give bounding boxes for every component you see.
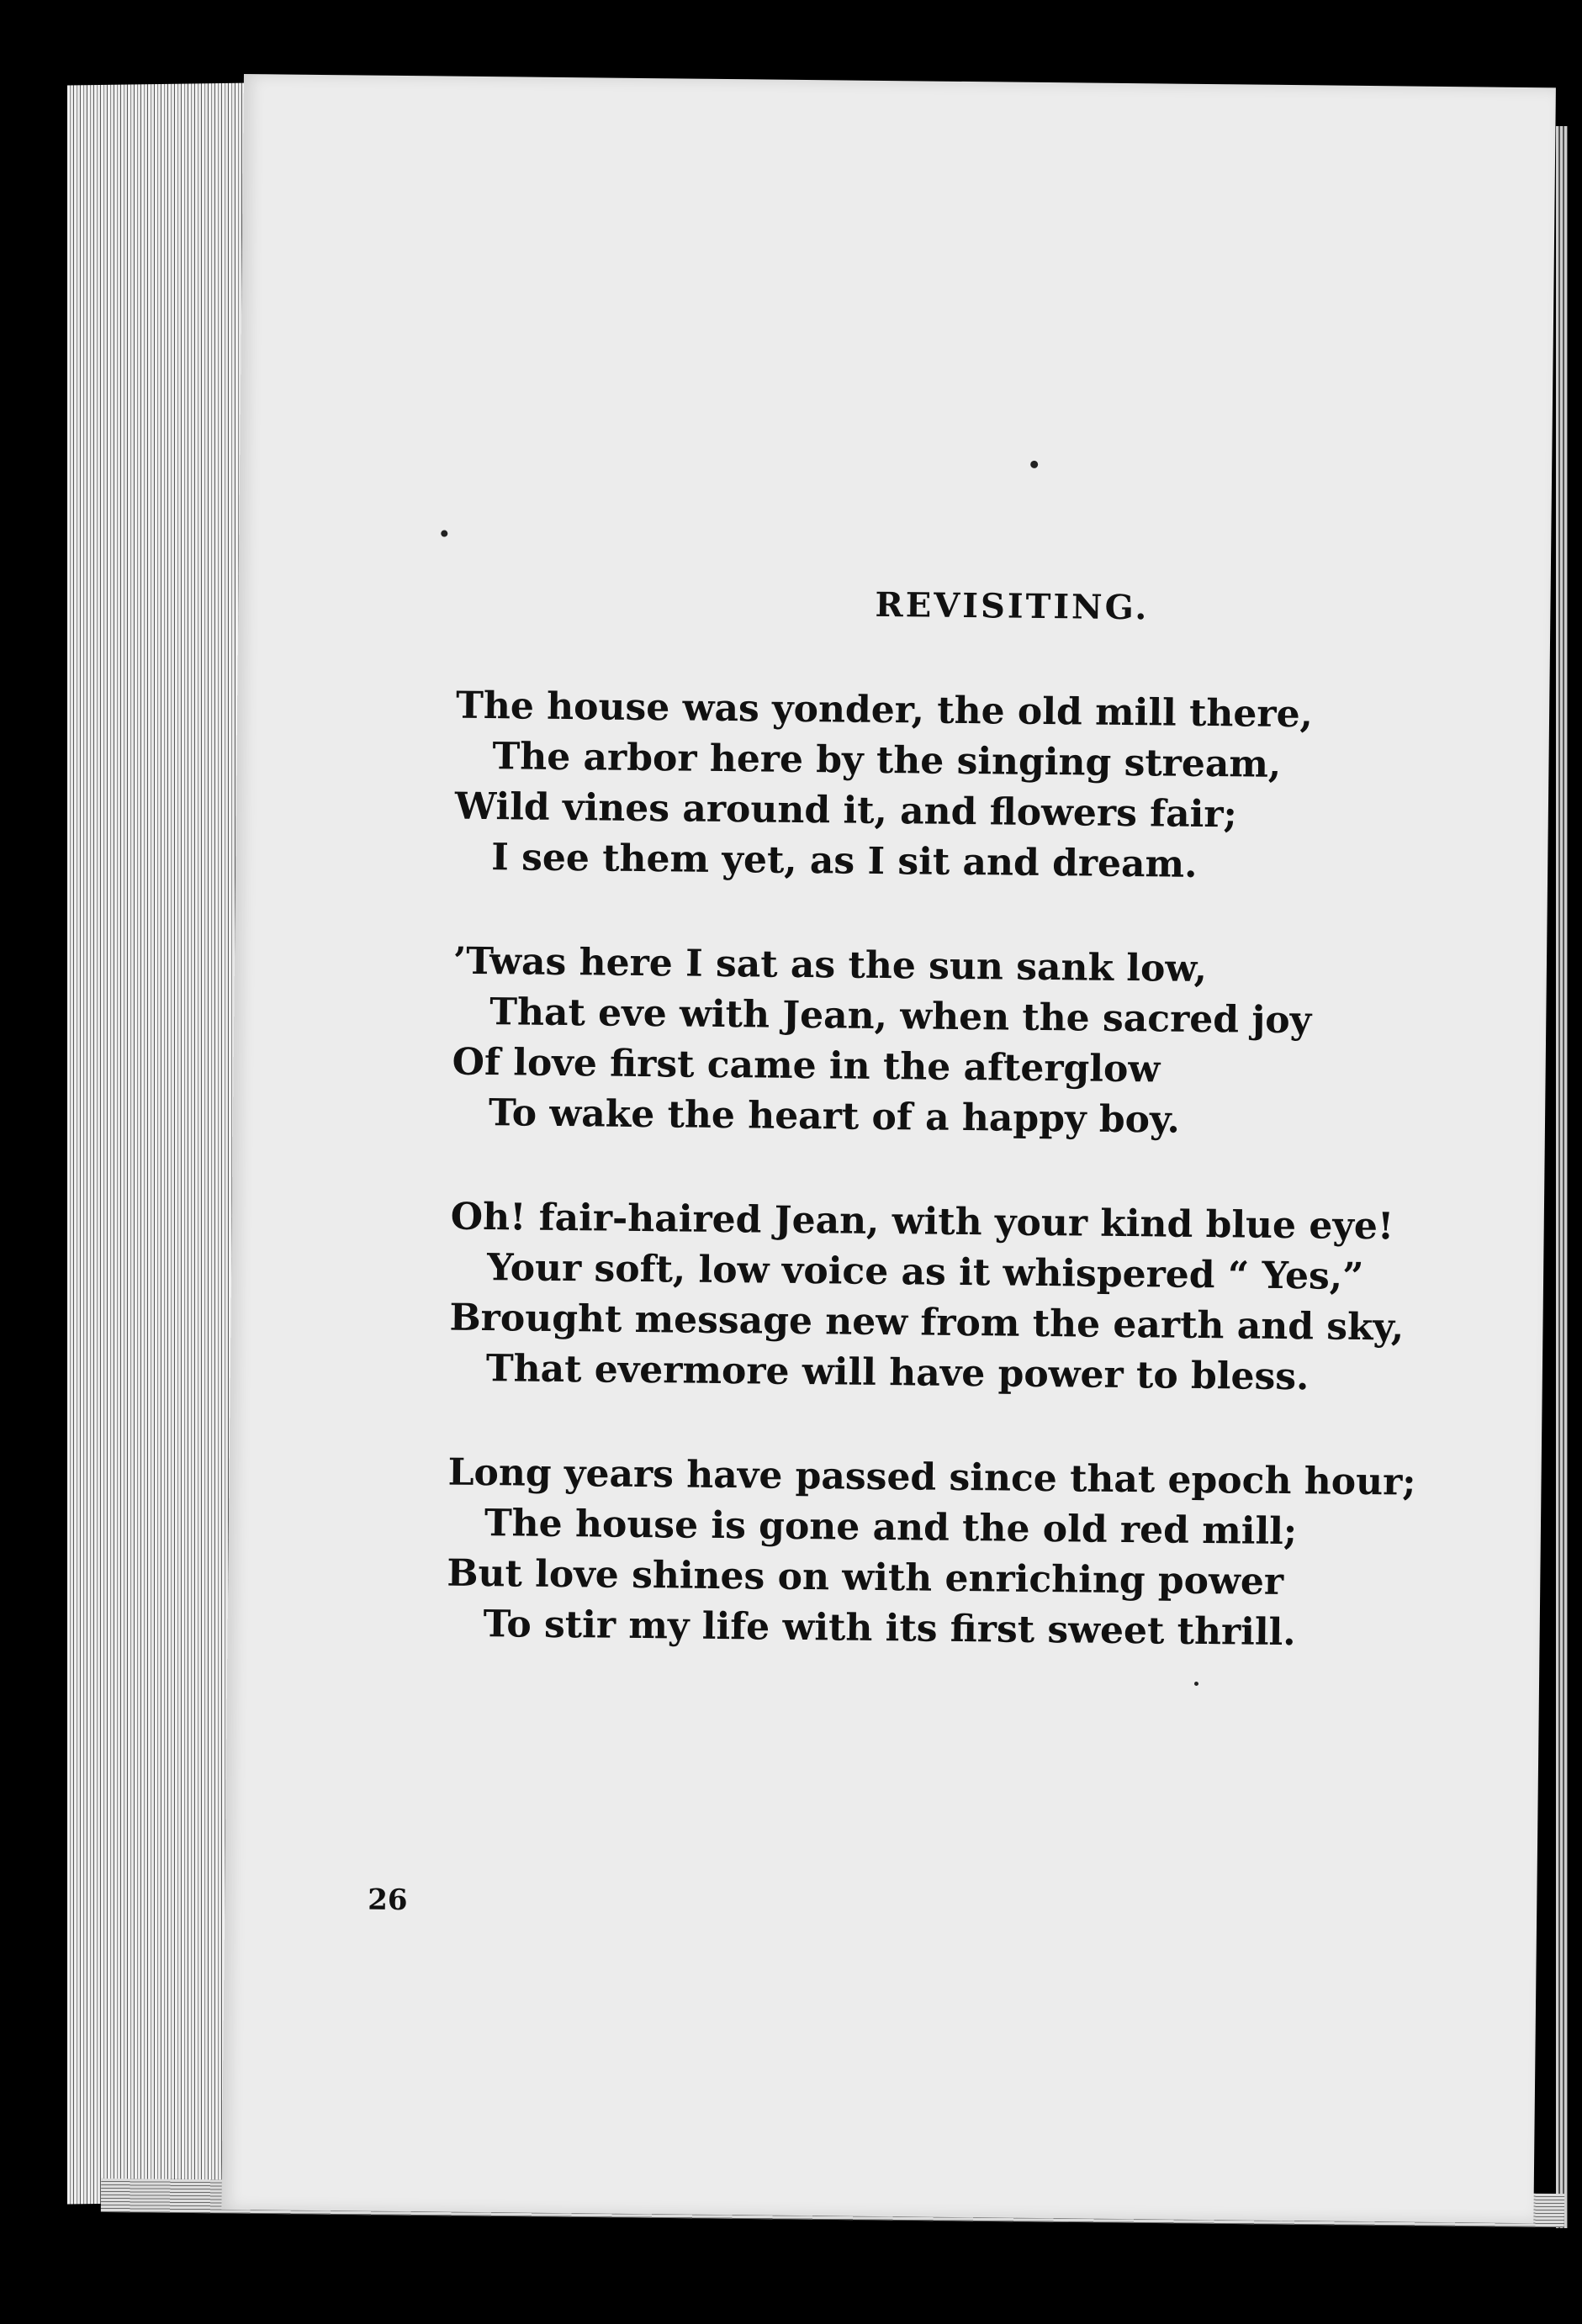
poem-line: I see them yet, as I sit and dream.	[490, 836, 1198, 886]
poem-line: The arbor here by the singing stream,	[492, 735, 1282, 786]
stanza-3	[449, 1192, 1460, 1405]
page-number: 26	[368, 1883, 408, 1918]
poem-line: To stir my life with its first sweet thrill.	[483, 1603, 1296, 1655]
poem-title: REVISITING.	[875, 584, 1150, 628]
poem-line: But love shines on with enriching power	[447, 1551, 1284, 1604]
stanza-2	[452, 937, 1463, 1149]
poem-line: That eve with Jean, when the sacred joy	[489, 990, 1312, 1043]
poem-line: The house is gone and the old red mill;	[484, 1502, 1298, 1554]
poem-line: Your soft, low voice as it whispered “ Yes,”	[486, 1246, 1364, 1299]
poem-line: That evermore will have power to bless.	[485, 1347, 1310, 1399]
book-page	[221, 74, 1556, 2223]
poem	[446, 581, 1467, 1714]
poem-line: Of love first came in the afterglow	[452, 1040, 1161, 1091]
poem-line: ’Twas here I sat as the sun sank low,	[452, 939, 1208, 991]
page-edges-right	[1556, 126, 1568, 2228]
poem-line: Long years have passed since that epoch hour;	[447, 1450, 1416, 1504]
poem-line: Oh! fair-haired Jean, with your kind blue eye!	[450, 1195, 1394, 1249]
dust-speck	[1030, 461, 1038, 468]
stanza-4	[446, 1448, 1457, 1661]
poem-line: Brought message new from the earth and sky,	[449, 1296, 1405, 1350]
poem-line: The house was yonder, the old mill there,	[455, 684, 1314, 737]
stanza-1	[454, 681, 1465, 894]
dust-speck	[441, 530, 447, 536]
poem-line: To wake the heart of a happy boy.	[488, 1091, 1181, 1142]
poem-line: Wild vines around it, and flowers fair;	[454, 784, 1238, 837]
